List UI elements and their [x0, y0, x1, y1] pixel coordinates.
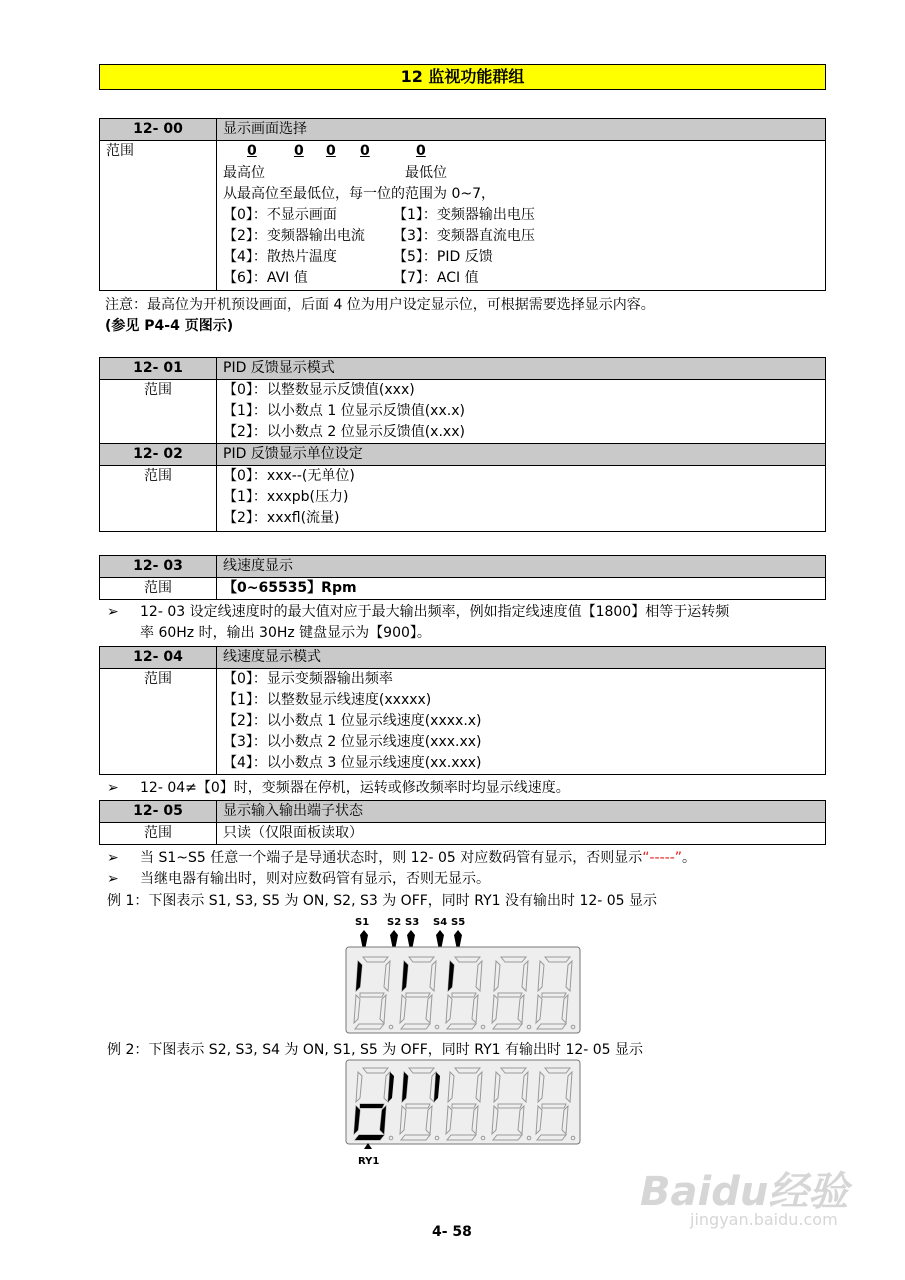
example-text: 例 1：下图表示 S1, S3, S5 为 ON, S2, S3 为 OFF，同时 RY1 没有输出时 12- 05 显示	[107, 893, 658, 909]
digit-row	[223, 141, 819, 163]
section-title: 12 监视功能群组	[99, 64, 826, 90]
param-table-1201	[99, 357, 826, 532]
option: 【1】：以小数点 1 位显示反馈值(xx.x)	[223, 403, 465, 419]
option: 【2】：xxxfl(流量)	[223, 510, 340, 526]
param-name: 线速度显示模式	[217, 647, 826, 669]
param-name: 线速度显示	[217, 556, 826, 578]
option: 【0】：以整数显示反馈值(xxx)	[223, 382, 415, 398]
range-label: 范围	[100, 466, 217, 532]
option: 【4】：散热片温度	[223, 249, 337, 265]
option: 【0】：xxx--(无单位)	[223, 468, 355, 484]
example-text: 例 2：下图表示 S2, S3, S4 为 ON, S1, S5 为 OFF，同时 RY1 有输出时 12- 05 显示	[107, 1042, 644, 1058]
option: 【2】：以小数点 1 位显示线速度(xxxx.x)	[223, 713, 482, 729]
range-label: 范围	[100, 578, 217, 600]
option: 【1】：xxxpb(压力)	[223, 489, 349, 505]
watermark-logo: Baidu经验	[640, 1169, 849, 1215]
position-labels	[223, 163, 819, 184]
bullet-text: 率 60Hz 时，输出 30Hz 键盘显示为【900】。	[140, 625, 431, 641]
param-code: 12- 00	[100, 119, 217, 141]
option: 【6】：AVI 值	[223, 270, 308, 286]
low-label: 最低位	[405, 165, 447, 181]
terminal-label: S4	[433, 917, 448, 928]
terminal-label: S2	[387, 917, 402, 928]
range-desc: 从最高位至最低位，每一位的范围为 0~7，	[223, 186, 495, 202]
page-number: 4- 58	[432, 1224, 472, 1240]
right-pointer-icon: ➢	[107, 850, 119, 866]
digit: 0	[416, 143, 426, 159]
param-code: 12- 01	[100, 358, 217, 380]
right-pointer-icon: ➢	[107, 780, 119, 796]
param-table-1204	[99, 646, 826, 775]
bullet-text: 12- 03 设定线速度时的最大值对应于最大输出频率，例如指定线速度值【1800】相等于运转频	[140, 604, 730, 620]
seven-seg-display	[340, 927, 590, 1037]
relay-label: RY1	[358, 1156, 380, 1167]
range-label: 范围	[100, 669, 217, 775]
param-code: 12- 04	[100, 647, 217, 669]
range-label: 范围	[100, 380, 217, 444]
option: 【5】：PID 反馈	[393, 249, 493, 265]
terminal-label: S1	[355, 917, 370, 928]
bullet-text: 12- 04≠【0】时，变频器在停机，运转或修改频率时均显示线速度。	[140, 780, 570, 796]
param-name: PID 反馈显示模式	[217, 358, 826, 380]
option: 【0】：显示变频器输出频率	[223, 671, 393, 687]
option: 【4】：以小数点 3 位显示线速度(xx.xxx)	[223, 755, 482, 771]
terminal-label: S5	[451, 917, 466, 928]
dash-display: “-----”	[642, 850, 683, 866]
digit: 0	[247, 143, 257, 159]
high-label: 最高位	[223, 165, 265, 181]
bullet-text: 当继电器有输出时，则对应数码管有显示，否则无显示。	[140, 871, 490, 887]
param-code: 12- 05	[100, 801, 217, 823]
right-pointer-icon: ➢	[107, 871, 119, 887]
param-name: 显示画面选择	[217, 119, 826, 141]
option: 【2】：变频器输出电流	[223, 228, 365, 244]
digit: 0	[326, 143, 336, 159]
digit: 0	[360, 143, 370, 159]
note-text: 注意：最高位为开机预设画面，后面 4 位为用户设定显示位，可根据需要选择显示内容。	[105, 297, 655, 313]
option: 【3】：以小数点 2 位显示线速度(xxx.xx)	[223, 734, 482, 750]
digit: 0	[294, 143, 304, 159]
lcd-example-2	[340, 1058, 590, 1173]
range-label: 范围	[100, 823, 217, 845]
param-table-1205	[99, 800, 826, 845]
param-name: PID 反馈显示单位设定	[217, 444, 826, 466]
option: 【1】：变频器输出电压	[393, 207, 535, 223]
seven-seg-display	[340, 1058, 590, 1158]
watermark-url: jingyan.baidu.com	[690, 1210, 838, 1229]
note-ref: (参见 P4-4 页图示)	[105, 318, 234, 334]
option: 【0】：不显示画面	[223, 207, 337, 223]
param-table-1200	[99, 118, 826, 291]
param-name: 显示输入输出端子状态	[217, 801, 826, 823]
bullet-text-main: 当 S1~S5 任意一个端子是导通状态时，则 12- 05 对应数码管有显示，否则显示	[140, 850, 643, 866]
option: 【3】：变频器直流电压	[393, 228, 535, 244]
range-value: 【0~65535】Rpm	[217, 578, 826, 600]
param-table-1203	[99, 555, 826, 600]
option: 【7】：ACI 值	[393, 270, 479, 286]
param-code: 12- 03	[100, 556, 217, 578]
bullet-text	[140, 848, 696, 869]
param-code: 12- 02	[100, 444, 217, 466]
range-value: 只读（仅限面板读取）	[217, 823, 826, 845]
terminal-label: S3	[405, 917, 420, 928]
lcd-example-1	[340, 915, 590, 1035]
range-label: 范围	[100, 141, 217, 291]
option-grid	[223, 205, 819, 289]
right-pointer-icon: ➢	[107, 604, 119, 620]
bullet-text-end: 。	[682, 850, 697, 866]
option: 【1】：以整数显示线速度(xxxxx)	[223, 692, 432, 708]
option: 【2】：以小数点 2 位显示反馈值(x.xx)	[223, 424, 465, 440]
